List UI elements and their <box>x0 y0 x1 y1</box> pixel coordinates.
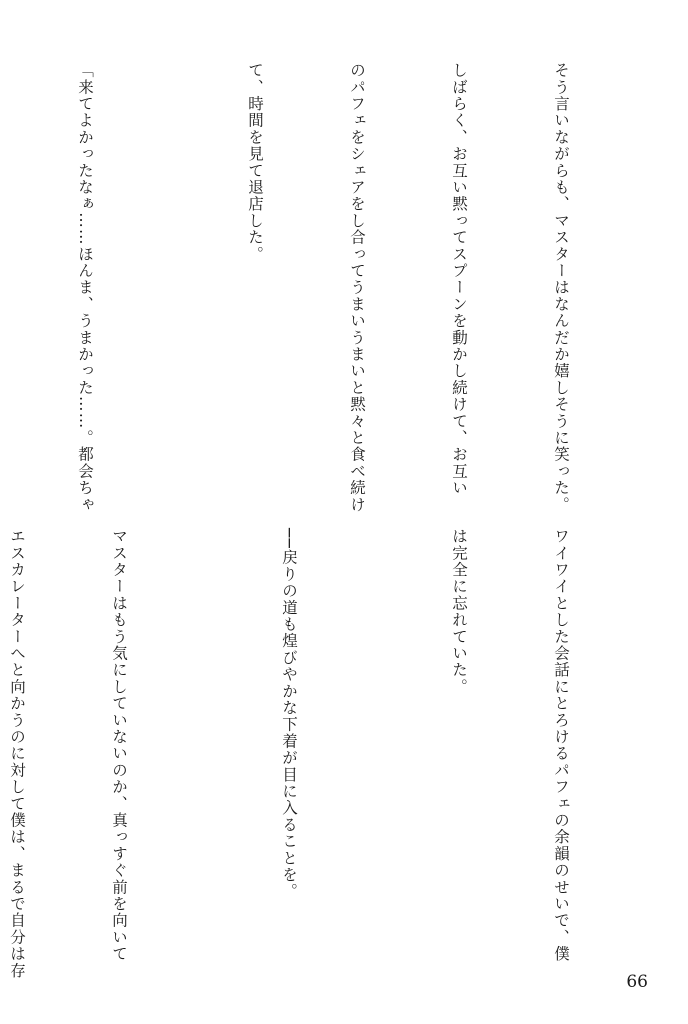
text-block-top <box>0 62 646 513</box>
text-column: ワイワイとした会話にとろけるパフェの余韻のせいで、僕 <box>552 528 570 963</box>
text-block-bottom <box>0 528 646 979</box>
text-column: ──戻りの道も煌びやかな下着が目に入ることを。 <box>280 528 298 900</box>
text-column: 「来てよかったなぁ……ほんま、うまかった……。都会ちゃ <box>76 62 94 513</box>
text-column: そう言いながらも、マスターはなんだか嬉しそうに笑った。 <box>552 62 570 513</box>
text-column: て、時間を見て退店した。 <box>246 62 264 263</box>
text-column: のパフェをシェアをし合ってうまいうまいと黙々と食べ続け <box>348 62 366 513</box>
text-column: しばらく、お互い黙ってスプーンを動かし続けて、お互い <box>450 62 468 497</box>
text-column: エスカレーターへと向かうのに対して僕は、まるで自分は存 <box>8 528 26 979</box>
text-column: マスターはもう気にしていないのか、真っすぐ前を向いて <box>110 528 128 963</box>
page-number: 66 <box>626 972 648 992</box>
text-column: は完全に忘れていた。 <box>450 528 468 695</box>
